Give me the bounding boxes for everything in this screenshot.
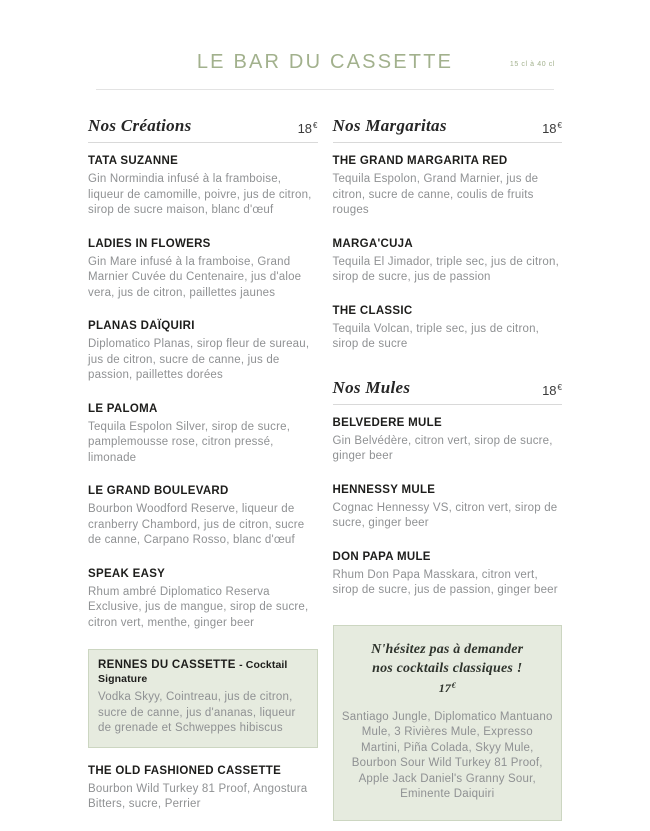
euro-sign: € [451, 680, 456, 690]
item-description: Rhum Don Papa Masskara, citron vert, sirop de sucre, jus de passion, ginger beer [332, 568, 558, 596]
classics-box [333, 625, 563, 821]
column-left [88, 116, 318, 831]
item-name: RENNES DU CASSETTE - Cocktail Signature [98, 659, 288, 685]
item-name: PLANAS DAÏQUIRI [88, 320, 195, 332]
menu-item-old-fashioned-cassette [88, 764, 318, 813]
menu-item-tata-suzanne [88, 154, 318, 219]
classics-list: Santiago Jungle, Diplomatico Mantuano Mule, 3 Rivières Mule, Expresso Martini, Piña Colada, Skyy Mule, Bourbon Sour Wild Turkey 81 Proof, Apple Jack Daniel's Granny Sour, Eminente Daiquiri [341, 710, 553, 800]
classics-heading-line1: N'hésitez pas à demander [371, 641, 524, 657]
section-header-margaritas [333, 116, 563, 143]
euro-sign: € [313, 121, 318, 130]
column-right [333, 116, 563, 831]
item-name: THE GRAND MARGARITA RED [332, 155, 508, 167]
menu-item-don-papa-mule [333, 550, 563, 599]
menu-item-the-classic [333, 304, 563, 353]
signature-tag: - Cocktail Signature [98, 659, 288, 685]
euro-sign: € [557, 121, 562, 130]
item-name: DON PAPA MULE [332, 550, 431, 563]
classics-price: 17€ [438, 680, 456, 695]
item-name: THE CLASSIC [332, 304, 413, 317]
section-price: 18€ [542, 382, 562, 398]
item-name: LE GRAND BOULEVARD [88, 485, 229, 497]
item-description: Vodka Skyy, Cointreau, jus de citron, sucre de canne, jus d'ananas, liqueur de grenade et Schweppes hibiscus [98, 691, 296, 734]
menu-item-marga-cuja [333, 237, 563, 286]
menu-item-planas-daiquiri [88, 319, 318, 384]
item-description: Bourbon Wild Turkey 81 Proof, Angostura Bitters, sucre, Perrier [88, 782, 308, 810]
item-description: Tequila Volcan, triple sec, jus de citron, sirop de sucre [332, 322, 540, 350]
item-description: Rhum ambré Diplomatico Reserva Exclusive, jus de mangue, sirop de sucre, citron vert, menthe, ginger beer [88, 585, 309, 629]
section-header-mules [333, 378, 563, 405]
menu-item-speak-easy [88, 567, 318, 632]
item-description: Tequila Espolon, Grand Marnier, jus de citron, sucre de canne, coulis de fruits rouges [332, 173, 539, 216]
menu-item-hennessy-mule [333, 483, 563, 532]
item-description: Bourbon Woodford Reserve, liqueur de cranberry Chambord, jus de citron, sucre de canne, Carpano Rosso, blanc d'œuf [88, 503, 305, 546]
menu-item-le-grand-boulevard [88, 484, 318, 549]
item-description: Cognac Hennessy VS, citron vert, sirop de sucre, ginger beer [332, 501, 558, 529]
item-description: Tequila El Jimador, triple sec, jus de citron, sirop de sucre, jus de passion [332, 255, 560, 283]
classics-heading-line2: nos cocktails classiques ! [372, 660, 523, 676]
page-title: LE BAR DU CASSETTE [196, 51, 454, 73]
item-description: Diplomatico Planas, sirop fleur de sureau, jus de citron, sucre de canne, jus de passion, paillettes dorées [88, 338, 310, 381]
menu-item-grand-margarita-red [333, 154, 563, 219]
item-name: MARGA'CUJA [332, 237, 413, 250]
item-name: TATA SUZANNE [88, 155, 179, 167]
item-name: LADIES IN FLOWERS [88, 237, 211, 250]
signature-item-box [88, 649, 318, 748]
menu-item-le-paloma [88, 402, 318, 467]
menu-item-belvedere-mule [333, 416, 563, 465]
menu-columns [88, 116, 562, 831]
section-title: Nos Mules [332, 377, 411, 397]
item-name: THE OLD FASHIONED CASSETTE [88, 764, 282, 777]
item-name: SPEAK EASY [88, 567, 166, 580]
menu-item-ladies-in-flowers [88, 237, 318, 302]
euro-sign: € [557, 382, 562, 392]
item-description: Gin Mare infusé à la framboise, Grand Marnier Cuvée du Centenaire, jus d'aloe vera, jus de citron, paillettes jaunes [88, 255, 302, 299]
section-title: Nos Créations [88, 116, 192, 135]
item-name: BELVEDERE MULE [332, 416, 442, 429]
item-description: Gin Normindia infusé à la framboise, liqueur de camomille, poivre, jus de citron, sirop de sucre maison, blanc d'œuf [88, 173, 312, 216]
serving-size-note: 15 cl à 40 cl [509, 61, 555, 68]
section-title: Nos Margaritas [332, 116, 447, 135]
section-header-creations [88, 116, 318, 143]
item-name: LE PALOMA [88, 402, 158, 415]
section-price: 18€ [542, 121, 562, 136]
section-price: 18€ [297, 121, 318, 136]
header-divider [96, 89, 554, 90]
item-description: Gin Belvédère, citron vert, sirop de sucre, ginger beer [332, 434, 553, 462]
item-description: Tequila Espolon Silver, sirop de sucre, pamplemousse rose, citron pressé, limonade [88, 420, 291, 464]
item-name: HENNESSY MULE [332, 483, 436, 496]
